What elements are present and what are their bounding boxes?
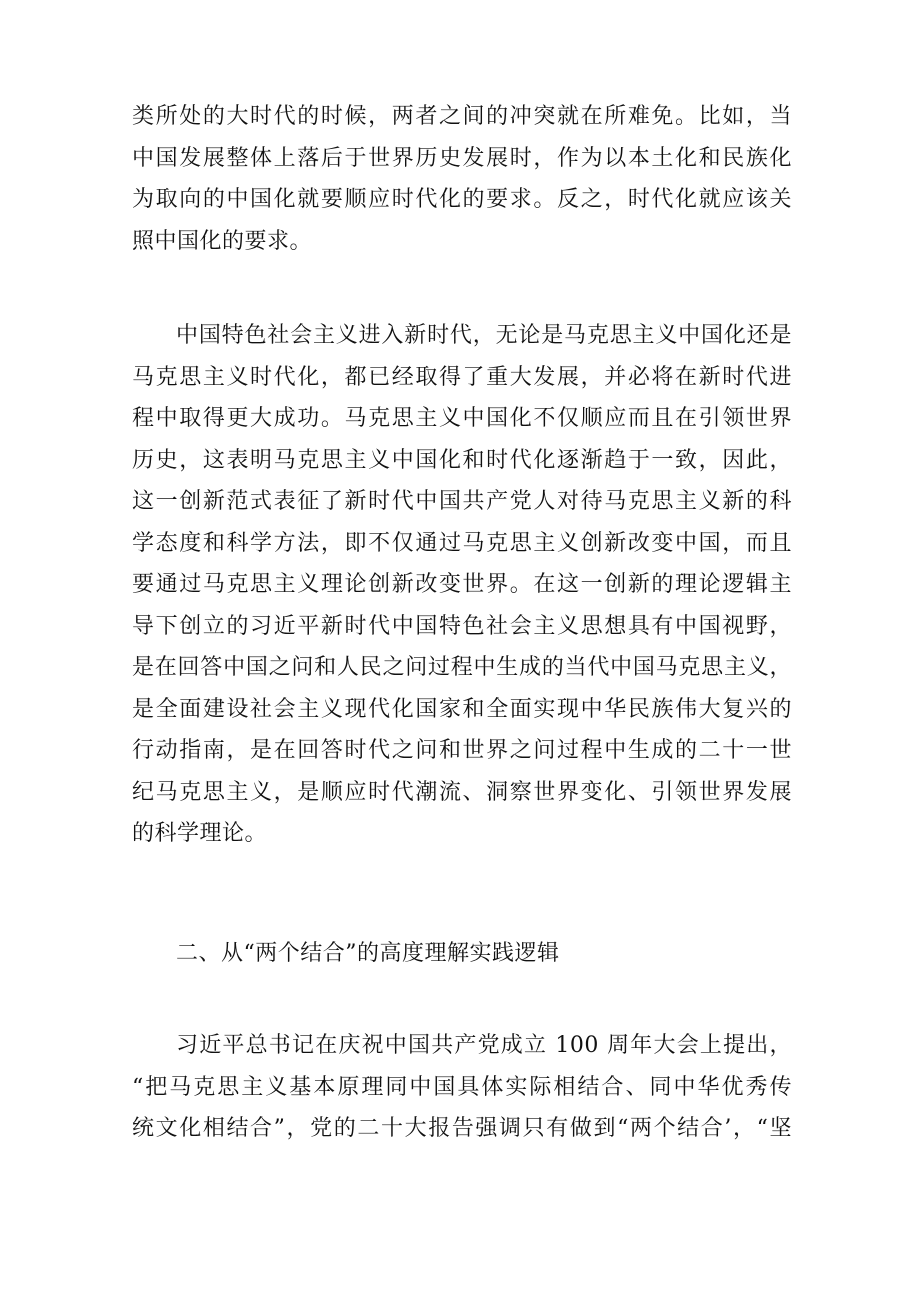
paragraph-line: 纪马克思主义，是顺应时代潮流、洞察世界变化、引领世界发展 [132, 779, 792, 805]
paragraph-line: 照中国化的要求。 [132, 228, 313, 254]
paragraph-line: “把马克思主义基本原理同中国具体实际相结合、同中华优秀传 [132, 1074, 792, 1100]
paragraph-line: 习近平总书记在庆祝中国共产党成立 100 周年大会上提出， [176, 1033, 792, 1058]
paragraph-line: 学态度和科学方法，即不仅通过马克思主义创新改变中国，而且 [132, 530, 792, 556]
paragraph-line: 历史，这表明马克思主义中国化和时代化逐渐趋于一致，因此， [132, 447, 792, 473]
paragraph-3 [132, 1025, 792, 1150]
paragraph-line: 中国特色社会主义进入新时代，无论是马克思主义中国化还是 [176, 323, 792, 348]
paragraph-line: 为取向的中国化就要顺应时代化的要求。反之，时代化就应该关 [132, 187, 792, 212]
paragraph-line: 行动指南，是在回答时代之问和世界之问过程中生成的二十一世 [132, 738, 792, 763]
paragraph-line: 中国发展整体上落后于世界历史发展时，作为以本土化和民族化 [132, 145, 792, 171]
paragraph-line: 马克思主义时代化，都已经取得了重大发展，并必将在新时代进 [132, 364, 792, 390]
section-heading: 二、从“两个结合”的高度理解实践逻辑 [176, 941, 560, 966]
paragraph-line: 是在回答中国之问和人民之问过程中生成的当代中国马克思主义， [132, 655, 792, 680]
paragraph-line: 要通过马克思主义理论创新改变世界。在这一创新的理论逻辑主 [132, 572, 792, 597]
paragraph-line: 这一创新范式表征了新时代中国共产党人对待马克思主义新的科 [132, 489, 792, 514]
paragraph-line: 统文化相结合”，党的二十大报告强调只有做到“两个结合’，“坚 [132, 1116, 792, 1141]
paragraph-line: 的科学理论。 [132, 821, 268, 846]
paragraph-2 [132, 315, 792, 855]
paragraph-line: 类所处的大时代的时候，两者之间的冲突就在所难免。比如，当 [132, 104, 792, 129]
paragraph-line: 是全面建设社会主义现代化国家和全面实现中华民族伟大复兴的 [132, 696, 792, 722]
paragraph-1 [132, 96, 792, 262]
paragraph-line: 程中取得更大成功。马克思主义中国化不仅顺应而且在引领世界 [132, 406, 792, 431]
section-heading-block [132, 933, 792, 975]
paragraph-line: 导下创立的习近平新时代中国特色社会主义思想具有中国视野， [132, 613, 792, 639]
